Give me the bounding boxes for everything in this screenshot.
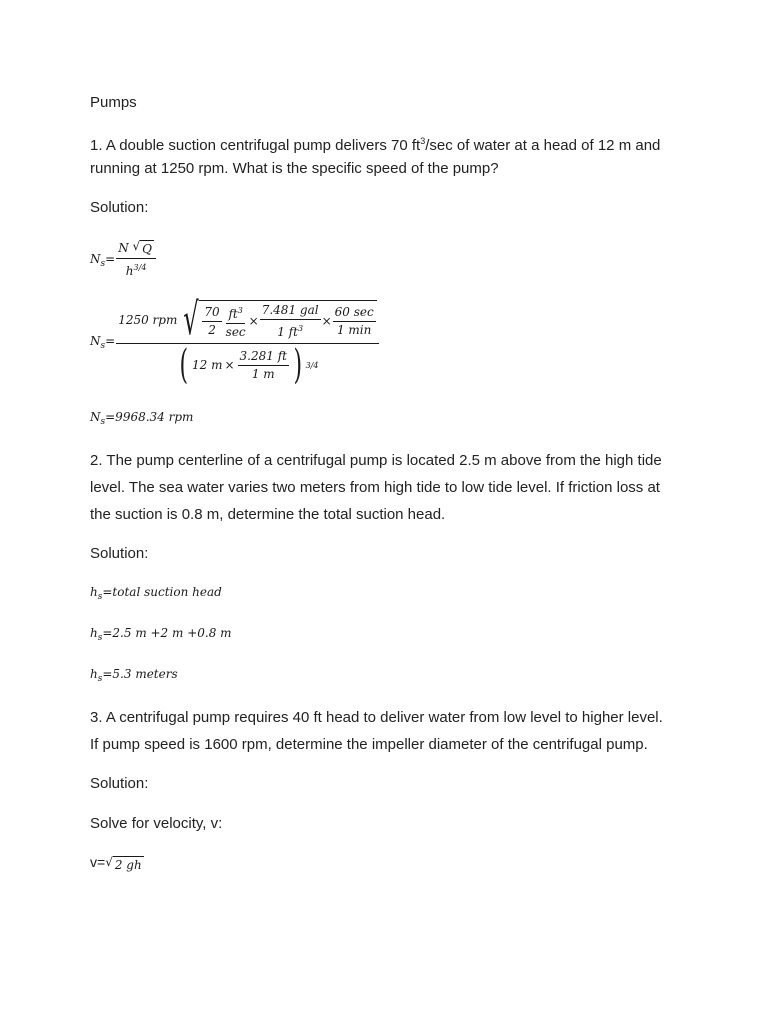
equation-specific-speed-result: $N_s=9968.34$ rpm (90, 410, 194, 427)
problem-3-velocity-label: Solve for velocity, v: (90, 815, 223, 832)
equation-suction-head-result: $h_s=5.3$ meters (90, 667, 178, 684)
problem-1-solution-label: Solution: (90, 199, 149, 216)
problem-2-line-3: the suction is 0.8 m, determine the total suction head. (90, 506, 446, 523)
document-title: Pumps (90, 94, 137, 111)
problem-2-line-1: 2. The pump centerline of a centrifugal pump is located 2.5 m above from the high tide (90, 452, 662, 469)
equation-specific-speed-substitution: $N_s=$ 1250 rpm √ $\frac{70}{2}$ $\frac{ft^3}{\sec}$ × $\frac{\text{7.481 gal}}{1 ft^3}$ × $\frac{60 \sec}{1 \min}$ ( 12 m × $\frac{3.281 ft}{1 m}$ ) 3/4 (90, 298, 380, 385)
problem-2-solution-label: Solution: (90, 545, 149, 562)
equation-suction-head-sum: $h_s=2.5$ m +2 m +0.8 m (90, 626, 232, 643)
problem-2-line-2: level. The sea water varies two meters from high tide to low tide level. If friction loss at (90, 479, 660, 496)
equation-suction-head-definition: $h_s=total$ suction head (90, 585, 222, 602)
problem-3-line-1: 3. A centrifugal pump requires 40 ft head to deliver water from low level to higher level. (90, 709, 663, 726)
equation-velocity: v= √ 2 gh (90, 854, 142, 872)
problem-3-solution-label: Solution: (90, 775, 149, 792)
problem-1-line-2: running at 1250 rpm. What is the specific speed of the pump? (90, 160, 499, 177)
fraction: 1250 rpm √ $\frac{70}{2}$ $\frac{ft^3}{\sec}$ × $\frac{\text{7.481 gal}}{1 ft^3}$ × $\frac{60 \sec}{1 \min}$ ( 12 m × $\frac{3.281 ft}{1 m}$ ) 3/4 (116, 298, 379, 385)
problem-1-line-1: 1. A double suction centrifugal pump delivers 70 $ft^3/\sec$ of water at a head of 12 m and (90, 136, 661, 154)
problem-3-line-2: If pump speed is 1600 rpm, determine the impeller diameter of the centrifugal pump. (90, 736, 648, 753)
fraction: N √ Q $h^{3/4}$ (116, 240, 156, 279)
equation-specific-speed-formula: $N_s=$ N √ Q $h^{3/4}$ (90, 240, 157, 279)
